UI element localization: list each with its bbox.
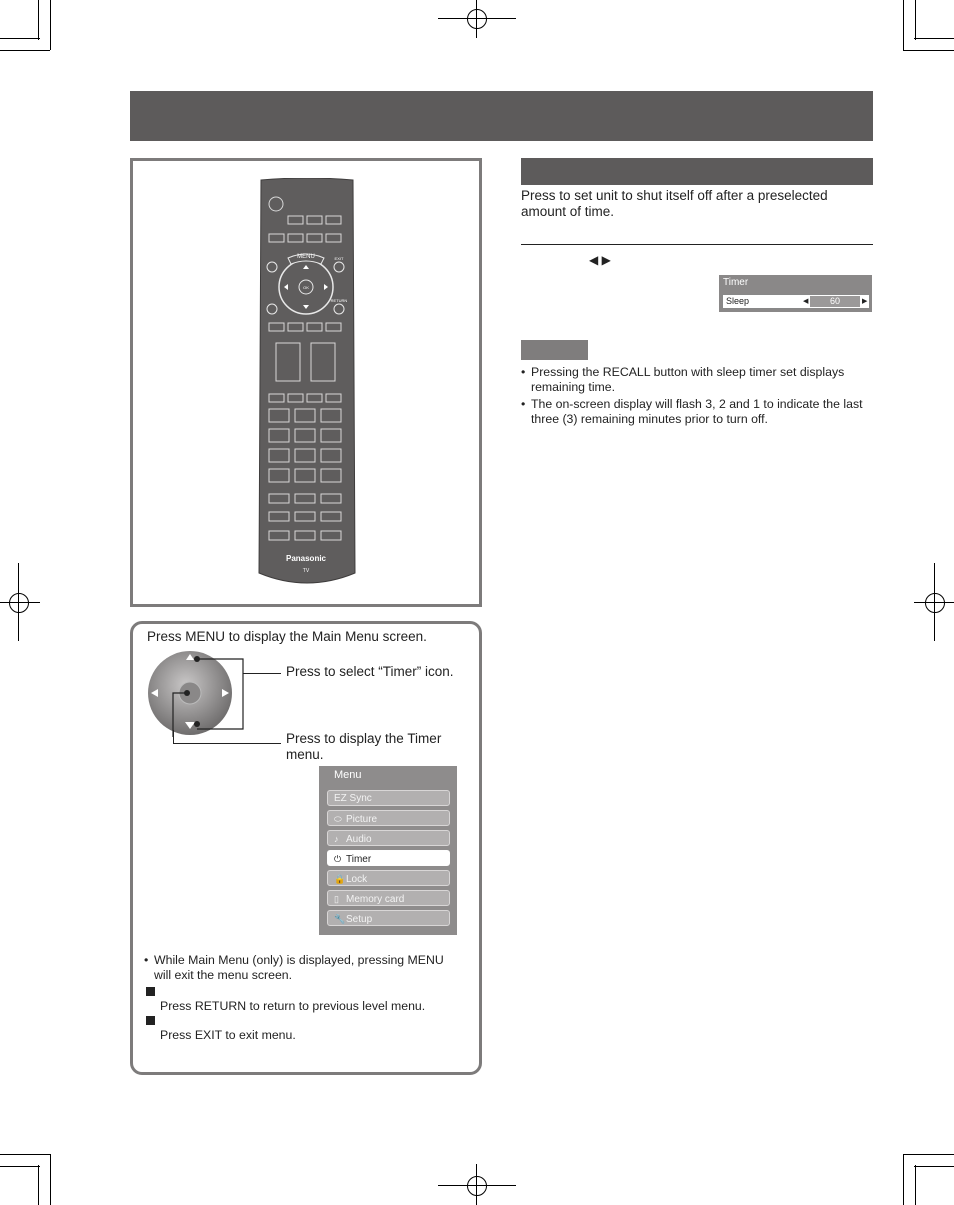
crop-mark <box>903 1154 904 1205</box>
step-press-menu: Press MENU to display the Main Menu screen. <box>147 629 427 644</box>
step-display-timer-line1: Press to display the Timer <box>286 731 442 746</box>
menu-item-ez-sync[interactable] <box>327 790 450 806</box>
menu-item-audio[interactable] <box>327 830 450 846</box>
crop-mark <box>38 1165 39 1205</box>
callout-line <box>173 730 174 744</box>
menu-item-lock[interactable] <box>327 870 450 886</box>
registration-mark <box>476 0 477 38</box>
menu-title: Menu <box>334 769 362 781</box>
crop-mark <box>915 0 916 40</box>
left-arrow-icon[interactable]: ◀ <box>803 298 809 305</box>
note-recall-line1: Pressing the RECALL button with sleep timer set displays <box>531 365 845 379</box>
callout-line <box>173 743 281 744</box>
sleep-row[interactable] <box>722 294 870 309</box>
intro-line2: amount of time. <box>521 204 615 219</box>
crop-mark <box>0 1166 40 1167</box>
main-menu-screen <box>319 766 457 935</box>
square-marker <box>146 987 155 996</box>
crop-mark <box>0 38 40 39</box>
remote-ok-label: OK <box>303 285 309 290</box>
menu-item-label: Lock <box>346 874 368 885</box>
menu-item-label: Setup <box>346 914 373 925</box>
remote-brand-logo: Panasonic <box>285 554 327 563</box>
crop-mark <box>50 0 51 50</box>
bullet-menu-exit-line1: While Main Menu (only) is displayed, pressing MENU <box>154 953 444 967</box>
square-marker <box>146 1016 155 1025</box>
crop-mark <box>914 38 954 39</box>
left-right-arrows-icon: ◀ ▶ <box>589 253 611 267</box>
registration-mark <box>438 1185 516 1186</box>
menu-item-label: Picture <box>346 814 378 825</box>
setup-icon: 🔧 <box>334 914 346 924</box>
timer-icon: ⏻ <box>334 854 342 864</box>
menu-item-setup[interactable] <box>327 910 450 926</box>
note-recall-line2: remaining time. <box>531 380 616 394</box>
crop-mark <box>915 1165 916 1205</box>
registration-mark <box>0 602 40 603</box>
menu-item-label: EZ Sync <box>334 793 372 804</box>
registration-mark <box>925 593 945 613</box>
timer-title: Timer <box>723 277 749 288</box>
sleep-label: Sleep <box>726 296 750 306</box>
remote-return-label: RETURN <box>330 298 348 303</box>
audio-icon: ♪ <box>334 834 339 844</box>
crop-mark <box>0 1154 50 1155</box>
section-header-bar <box>521 158 873 185</box>
menu-item-picture[interactable] <box>327 810 450 826</box>
bullet-dot: • <box>521 397 526 411</box>
menu-item-timer[interactable] <box>327 850 450 866</box>
registration-mark <box>9 593 29 613</box>
registration-mark <box>18 563 19 641</box>
right-arrow-icon[interactable]: ▶ <box>862 298 868 305</box>
exit-instruction: Press EXIT to exit menu. <box>160 1028 296 1042</box>
step-select-timer: Press to select “Timer” icon. <box>286 664 454 679</box>
menu-item-label: Audio <box>346 834 372 845</box>
bullet-dot: • <box>144 953 149 967</box>
memory-card-icon: ▯ <box>334 894 339 904</box>
timer-screen <box>719 275 872 312</box>
page-header-bar <box>130 91 873 141</box>
intro-line1: Press to set unit to shut itself off after a preselected <box>521 188 828 203</box>
crop-mark <box>914 1166 954 1167</box>
bullet-menu-exit-line2: will exit the menu screen. <box>154 968 293 982</box>
menu-item-label: Timer <box>346 854 372 865</box>
bullet-dot: • <box>521 365 526 379</box>
step-display-timer-line2: menu. <box>286 747 324 762</box>
crop-mark <box>903 50 954 51</box>
crop-mark <box>38 0 39 40</box>
registration-mark <box>467 1176 487 1196</box>
registration-mark <box>467 9 487 29</box>
menu-item-memory-card[interactable] <box>327 890 450 906</box>
section-divider <box>521 244 873 245</box>
crop-mark <box>903 1154 954 1155</box>
return-instruction: Press RETURN to return to previous level menu. <box>160 999 426 1013</box>
note-flash-line2: three (3) remaining minutes prior to turn off. <box>531 412 768 426</box>
crop-mark <box>0 50 50 51</box>
sleep-value: 60 <box>810 296 860 307</box>
remote-control-illustration <box>255 178 359 588</box>
navigation-pad-illustration <box>145 649 251 737</box>
menu-item-label: Memory card <box>346 894 405 905</box>
note-flash-line1: The on-screen display will flash 3, 2 and 1 to indicate the last <box>531 397 863 411</box>
registration-mark <box>476 1164 477 1205</box>
note-label-tag <box>521 340 588 360</box>
picture-icon: ⬭ <box>334 814 342 824</box>
remote-menu-label: MENU <box>297 254 315 260</box>
crop-mark <box>50 1154 51 1205</box>
crop-mark <box>903 0 904 50</box>
remote-exit-label: EXIT <box>334 256 344 261</box>
callout-line <box>243 673 281 674</box>
registration-mark <box>438 18 516 19</box>
lock-icon: 🔒 <box>334 874 346 884</box>
remote-tv-label: TV <box>302 568 310 574</box>
registration-mark <box>934 563 935 641</box>
